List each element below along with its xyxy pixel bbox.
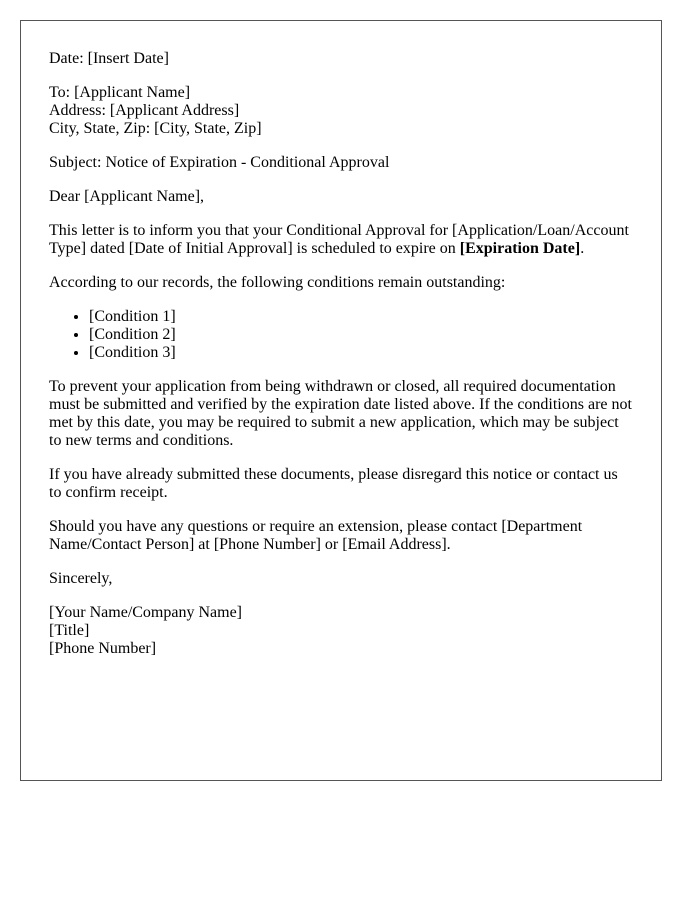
condition-item: • [Condition 3] [89,344,633,362]
closing: Sincerely, [49,570,113,587]
signature-title: [Title] [49,622,90,639]
recipient-block [49,84,633,138]
disregard-paragraph: If you have already submitted these documents, please disregard this notice or contact us to confirm receipt. [49,466,618,501]
warning-paragraph: To prevent your application from being withdrawn or closed, all required documentation must be submitted and verified by the expiration date listed above. If the conditions are not met by this date, you may be required to submit a new application, which may be subject to new terms and conditions. [49,378,632,449]
signature-phone: [Phone Number] [49,640,157,657]
recipient-to: To: [Applicant Name] [49,84,191,101]
expiration-date: [Expiration Date] [459,240,581,257]
letter [20,20,662,781]
salutation: Dear [Applicant Name], [49,188,205,205]
intro-end: . [580,240,585,257]
recipient-address: Address: [Applicant Address] [49,102,240,119]
contact-paragraph: Should you have any questions or require an extension, please contact [Department Name/Contact Person] at [Phone Number] or [Email Address]. [49,518,583,553]
intro-text: This letter is to inform you that your Conditional Approval for [Application/Loan/Account Type] dated [Date of Initial Approval] is scheduled to expire on [49,222,629,257]
subject-line: Subject: Notice of Expiration - Conditional Approval [49,154,390,171]
signature-name: [Your Name/Company Name] [49,604,243,621]
intro-paragraph [49,222,633,258]
conditions-list [49,308,633,362]
condition-item: • [Condition 1] [89,308,633,326]
conditions-intro: According to our records, the following conditions remain outstanding: [49,274,506,291]
date-line: Date: [Insert Date] [49,50,169,67]
recipient-city: City, State, Zip: [City, State, Zip] [49,120,262,137]
signature-block [49,604,633,658]
condition-item: • [Condition 2] [89,326,633,344]
